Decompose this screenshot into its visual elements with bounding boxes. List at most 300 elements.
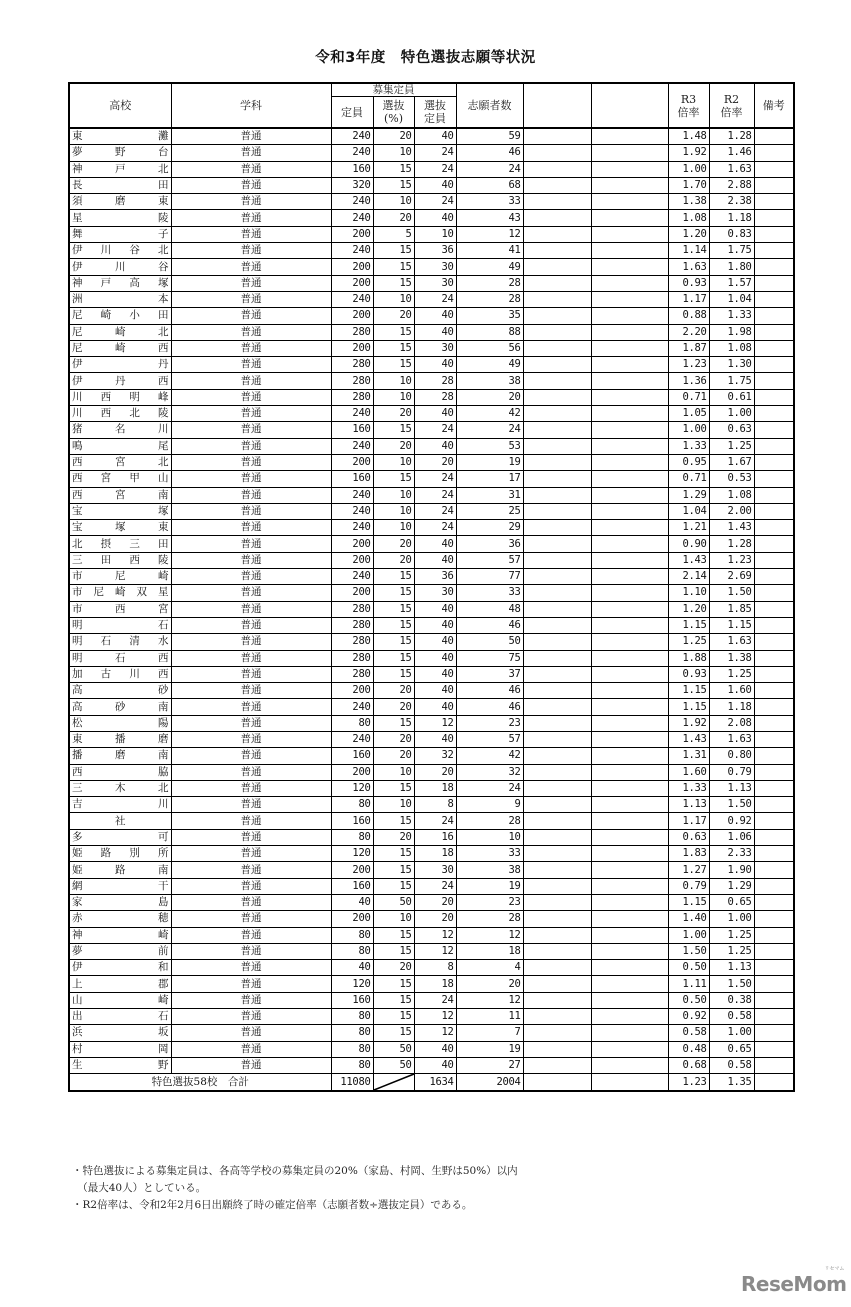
department-cell: 普通	[171, 601, 331, 617]
selection-pct-cell: 20	[373, 960, 414, 976]
school-name-cell: 神 戸 高 塚	[69, 275, 171, 291]
selection-cap-cell: 16	[414, 829, 456, 845]
header-blank-1	[523, 83, 591, 128]
r3-ratio-cell: 0.90	[668, 536, 709, 552]
selection-pct-cell: 15	[373, 243, 414, 259]
capacity-cell: 240	[331, 291, 373, 307]
remarks-cell	[754, 503, 794, 519]
selection-cap-cell: 40	[414, 128, 456, 145]
department-cell: 普通	[171, 177, 331, 193]
remarks-cell	[754, 683, 794, 699]
blank-cell-1	[523, 503, 591, 519]
r2-ratio-cell: 0.61	[709, 389, 754, 405]
applicants-cell: 68	[456, 177, 523, 193]
header-applicants: 志願者数	[456, 83, 523, 128]
r2-ratio-cell: 2.00	[709, 503, 754, 519]
r3-ratio-cell: 0.92	[668, 1009, 709, 1025]
blank-cell-1	[523, 813, 591, 829]
remarks-cell	[754, 1025, 794, 1041]
r3-ratio-cell: 1.27	[668, 862, 709, 878]
table-row	[69, 650, 794, 666]
table-row	[69, 846, 794, 862]
school-name-cell: 社	[69, 813, 171, 829]
capacity-cell: 280	[331, 373, 373, 389]
applicants-cell: 49	[456, 357, 523, 373]
remarks-cell	[754, 128, 794, 145]
r3-ratio-cell: 1.31	[668, 748, 709, 764]
applicants-cell: 31	[456, 487, 523, 503]
r3-ratio-cell: 1.15	[668, 699, 709, 715]
capacity-cell: 80	[331, 829, 373, 845]
school-name-cell: 西 宮 北	[69, 454, 171, 470]
r2-ratio-cell: 1.08	[709, 487, 754, 503]
selection-pct-cell: 15	[373, 650, 414, 666]
remarks-cell	[754, 715, 794, 731]
selection-pct-cell: 10	[373, 487, 414, 503]
applicants-cell: 46	[456, 145, 523, 161]
capacity-cell: 200	[331, 552, 373, 568]
selection-cap-cell: 24	[414, 471, 456, 487]
school-name-cell: 洲 本	[69, 291, 171, 307]
blank-cell-1	[523, 943, 591, 959]
selection-cap-cell: 40	[414, 1057, 456, 1073]
department-cell: 普通	[171, 585, 331, 601]
school-name-cell: 網 干	[69, 878, 171, 894]
capacity-cell: 240	[331, 699, 373, 715]
r2-ratio-cell: 1.90	[709, 862, 754, 878]
applicants-cell: 19	[456, 878, 523, 894]
selection-cap-cell: 40	[414, 552, 456, 568]
applicants-cell: 59	[456, 128, 523, 145]
r3-ratio-cell: 1.25	[668, 634, 709, 650]
blank-cell-2	[591, 243, 668, 259]
table-row	[69, 243, 794, 259]
r2-ratio-cell: 2.08	[709, 715, 754, 731]
school-name-cell: 宝 塚 東	[69, 520, 171, 536]
table-row	[69, 389, 794, 405]
school-name-cell: 伊 丹 西	[69, 373, 171, 389]
remarks-cell	[754, 960, 794, 976]
r2-ratio-cell: 1.28	[709, 536, 754, 552]
blank-cell-2	[591, 128, 668, 145]
table-row	[69, 1057, 794, 1073]
r2-ratio-cell: 0.92	[709, 813, 754, 829]
department-cell: 普通	[171, 487, 331, 503]
total-label: 特色選抜58校 合計	[69, 1074, 331, 1092]
blank-cell-1	[523, 976, 591, 992]
department-cell: 普通	[171, 226, 331, 242]
department-cell: 普通	[171, 194, 331, 210]
department-cell: 普通	[171, 503, 331, 519]
applicants-cell: 20	[456, 976, 523, 992]
capacity-cell: 160	[331, 878, 373, 894]
blank-cell-2	[591, 357, 668, 373]
blank-cell-2	[591, 194, 668, 210]
selection-cap-cell: 24	[414, 878, 456, 894]
selection-pct-cell: 10	[373, 373, 414, 389]
department-cell: 普通	[171, 731, 331, 747]
capacity-cell: 200	[331, 340, 373, 356]
selection-cap-cell: 8	[414, 960, 456, 976]
r2-ratio-cell: 1.50	[709, 976, 754, 992]
remarks-cell	[754, 731, 794, 747]
selection-cap-cell: 20	[414, 894, 456, 910]
table-row	[69, 666, 794, 682]
selection-cap-cell: 20	[414, 911, 456, 927]
r2-ratio-cell: 1.04	[709, 291, 754, 307]
school-name-cell: 播 磨 南	[69, 748, 171, 764]
r3-ratio-cell: 1.83	[668, 846, 709, 862]
department-cell: 普通	[171, 634, 331, 650]
school-name-cell: 須 磨 東	[69, 194, 171, 210]
selection-pct-cell: 15	[373, 862, 414, 878]
remarks-cell	[754, 748, 794, 764]
department-cell: 普通	[171, 780, 331, 796]
blank-cell-2	[591, 487, 668, 503]
capacity-cell: 240	[331, 406, 373, 422]
selection-cap-cell: 40	[414, 634, 456, 650]
blank-cell-1	[523, 275, 591, 291]
selection-cap-cell: 30	[414, 585, 456, 601]
table-body	[69, 128, 794, 1074]
department-cell: 普通	[171, 878, 331, 894]
capacity-cell: 80	[331, 927, 373, 943]
applicants-cell: 57	[456, 552, 523, 568]
remarks-cell	[754, 585, 794, 601]
header-selection-pct: 選抜 (%)	[373, 97, 414, 129]
applications-table	[68, 82, 795, 1092]
department-cell: 普通	[171, 797, 331, 813]
selection-pct-cell: 15	[373, 943, 414, 959]
remarks-cell	[754, 911, 794, 927]
capacity-cell: 80	[331, 1057, 373, 1073]
school-name-cell: 明 石 清 水	[69, 634, 171, 650]
table-row	[69, 406, 794, 422]
applicants-cell: 4	[456, 960, 523, 976]
resemom-logo: ReseMom リセマム	[741, 1266, 847, 1296]
school-name-cell: 高 砂	[69, 683, 171, 699]
total-r2: 1.35	[709, 1074, 754, 1092]
blank-cell-1	[523, 797, 591, 813]
table-row	[69, 943, 794, 959]
table-row	[69, 275, 794, 291]
capacity-cell: 280	[331, 389, 373, 405]
department-cell: 普通	[171, 291, 331, 307]
school-name-cell: 西 宮 甲 山	[69, 471, 171, 487]
department-cell: 普通	[171, 699, 331, 715]
department-cell: 普通	[171, 829, 331, 845]
table-row	[69, 357, 794, 373]
selection-pct-cell: 15	[373, 715, 414, 731]
remarks-cell	[754, 243, 794, 259]
remarks-cell	[754, 177, 794, 193]
school-name-cell: 家 島	[69, 894, 171, 910]
table-row	[69, 797, 794, 813]
applicants-cell: 46	[456, 699, 523, 715]
total-selection-cap: 1634	[414, 1074, 456, 1092]
selection-pct-cell: 15	[373, 617, 414, 633]
selection-cap-cell: 40	[414, 601, 456, 617]
remarks-cell	[754, 699, 794, 715]
blank-cell-2	[591, 601, 668, 617]
capacity-cell: 80	[331, 1009, 373, 1025]
total-capacity: 11080	[331, 1074, 373, 1092]
table-row	[69, 161, 794, 177]
department-cell: 普通	[171, 243, 331, 259]
blank-cell-2	[591, 780, 668, 796]
applicants-cell: 48	[456, 601, 523, 617]
blank-cell-1	[523, 389, 591, 405]
selection-pct-cell: 15	[373, 601, 414, 617]
table-row	[69, 634, 794, 650]
r3-ratio-cell: 1.21	[668, 520, 709, 536]
applicants-cell: 9	[456, 797, 523, 813]
selection-cap-cell: 24	[414, 422, 456, 438]
blank-cell-2	[591, 650, 668, 666]
blank-cell-2	[591, 520, 668, 536]
applicants-cell: 43	[456, 210, 523, 226]
selection-cap-cell: 36	[414, 243, 456, 259]
blank-cell-2	[591, 389, 668, 405]
r2-ratio-cell: 0.65	[709, 894, 754, 910]
table-row	[69, 1041, 794, 1057]
school-name-cell: 猪 名 川	[69, 422, 171, 438]
blank-cell-2	[591, 731, 668, 747]
blank-cell-2	[591, 291, 668, 307]
r3-ratio-cell: 1.20	[668, 226, 709, 242]
school-name-cell: 夢 前	[69, 943, 171, 959]
applicants-cell: 36	[456, 536, 523, 552]
r3-ratio-cell: 1.13	[668, 797, 709, 813]
department-cell: 普通	[171, 128, 331, 145]
department-cell: 普通	[171, 161, 331, 177]
department-cell: 普通	[171, 324, 331, 340]
applicants-cell: 42	[456, 406, 523, 422]
r2-ratio-cell: 1.08	[709, 340, 754, 356]
r3-ratio-cell: 0.79	[668, 878, 709, 894]
department-cell: 普通	[171, 1057, 331, 1073]
selection-pct-cell: 15	[373, 585, 414, 601]
blank-cell-1	[523, 666, 591, 682]
r2-ratio-cell: 1.43	[709, 520, 754, 536]
applicants-cell: 49	[456, 259, 523, 275]
r2-ratio-cell: 1.75	[709, 373, 754, 389]
selection-cap-cell: 40	[414, 438, 456, 454]
applicants-cell: 77	[456, 569, 523, 585]
blank-cell-1	[523, 992, 591, 1008]
header-school: 高校	[69, 83, 171, 128]
department-cell: 普通	[171, 927, 331, 943]
department-cell: 普通	[171, 650, 331, 666]
header-department: 学科	[171, 83, 331, 128]
r3-ratio-cell: 1.20	[668, 601, 709, 617]
r3-ratio-cell: 0.50	[668, 992, 709, 1008]
department-cell: 普通	[171, 406, 331, 422]
selection-pct-cell: 20	[373, 536, 414, 552]
selection-pct-cell: 15	[373, 666, 414, 682]
capacity-cell: 240	[331, 194, 373, 210]
blank-cell-2	[591, 943, 668, 959]
applicants-cell: 24	[456, 161, 523, 177]
remarks-cell	[754, 829, 794, 845]
selection-pct-cell: 15	[373, 324, 414, 340]
applicants-cell: 20	[456, 389, 523, 405]
remarks-cell	[754, 1009, 794, 1025]
capacity-cell: 40	[331, 960, 373, 976]
r2-ratio-cell: 1.98	[709, 324, 754, 340]
remarks-cell	[754, 389, 794, 405]
selection-cap-cell: 18	[414, 780, 456, 796]
table-row	[69, 992, 794, 1008]
r3-ratio-cell: 1.00	[668, 927, 709, 943]
applicants-cell: 57	[456, 731, 523, 747]
r3-ratio-cell: 0.88	[668, 308, 709, 324]
blank-cell-2	[591, 471, 668, 487]
capacity-cell: 200	[331, 536, 373, 552]
selection-cap-cell: 40	[414, 731, 456, 747]
r3-ratio-cell: 1.15	[668, 683, 709, 699]
r2-ratio-cell: 2.38	[709, 194, 754, 210]
remarks-cell	[754, 862, 794, 878]
school-name-cell: 伊 丹	[69, 357, 171, 373]
school-name-cell: 上 郡	[69, 976, 171, 992]
total-blank-1	[523, 1074, 591, 1092]
department-cell: 普通	[171, 552, 331, 568]
blank-cell-1	[523, 862, 591, 878]
school-name-cell: 市 尼 崎 双 星	[69, 585, 171, 601]
table-row	[69, 764, 794, 780]
selection-pct-cell: 15	[373, 259, 414, 275]
table-row	[69, 373, 794, 389]
applicants-cell: 28	[456, 275, 523, 291]
selection-cap-cell: 24	[414, 194, 456, 210]
school-name-cell: 神 戸 北	[69, 161, 171, 177]
blank-cell-2	[591, 894, 668, 910]
blank-cell-1	[523, 373, 591, 389]
r2-ratio-cell: 1.29	[709, 878, 754, 894]
selection-cap-cell: 32	[414, 748, 456, 764]
selection-cap-cell: 40	[414, 699, 456, 715]
r2-ratio-cell: 1.60	[709, 683, 754, 699]
table-header	[69, 83, 794, 128]
capacity-cell: 200	[331, 275, 373, 291]
school-name-cell: 三 田 西 陵	[69, 552, 171, 568]
remarks-cell	[754, 275, 794, 291]
total-r3: 1.23	[668, 1074, 709, 1092]
selection-pct-cell: 10	[373, 797, 414, 813]
remarks-cell	[754, 324, 794, 340]
r3-ratio-cell: 1.10	[668, 585, 709, 601]
selection-cap-cell: 30	[414, 340, 456, 356]
total-applicants: 2004	[456, 1074, 523, 1092]
table-row	[69, 503, 794, 519]
diagonal-slash-icon	[374, 1074, 414, 1090]
selection-pct-cell: 10	[373, 454, 414, 470]
footnote-1-cont: （最大40人）としている。	[72, 1182, 207, 1194]
selection-pct-cell: 10	[373, 520, 414, 536]
selection-pct-cell: 20	[373, 748, 414, 764]
table-row	[69, 617, 794, 633]
remarks-cell	[754, 601, 794, 617]
department-cell: 普通	[171, 389, 331, 405]
department-cell: 普通	[171, 683, 331, 699]
selection-pct-cell: 20	[373, 699, 414, 715]
capacity-cell: 200	[331, 764, 373, 780]
blank-cell-1	[523, 683, 591, 699]
applicants-cell: 23	[456, 894, 523, 910]
department-cell: 普通	[171, 1025, 331, 1041]
school-name-cell: 吉 川	[69, 797, 171, 813]
r3-ratio-cell: 1.36	[668, 373, 709, 389]
blank-cell-2	[591, 454, 668, 470]
blank-cell-2	[591, 308, 668, 324]
r2-ratio-cell: 1.00	[709, 406, 754, 422]
capacity-cell: 240	[331, 210, 373, 226]
capacity-cell: 240	[331, 520, 373, 536]
blank-cell-2	[591, 1041, 668, 1057]
selection-pct-cell: 15	[373, 340, 414, 356]
selection-pct-cell: 20	[373, 552, 414, 568]
blank-cell-2	[591, 764, 668, 780]
department-cell: 普通	[171, 357, 331, 373]
r3-ratio-cell: 1.48	[668, 128, 709, 145]
remarks-cell	[754, 340, 794, 356]
selection-cap-cell: 40	[414, 666, 456, 682]
r3-ratio-cell: 1.14	[668, 243, 709, 259]
header-blank-2	[591, 83, 668, 128]
selection-pct-cell: 15	[373, 422, 414, 438]
selection-pct-cell: 15	[373, 976, 414, 992]
school-name-cell: 夢 野 台	[69, 145, 171, 161]
school-name-cell: 星 陵	[69, 210, 171, 226]
selection-cap-cell: 18	[414, 846, 456, 862]
department-cell: 普通	[171, 454, 331, 470]
capacity-cell: 160	[331, 748, 373, 764]
capacity-cell: 280	[331, 666, 373, 682]
remarks-cell	[754, 226, 794, 242]
capacity-cell: 80	[331, 943, 373, 959]
total-blank-2	[591, 1074, 668, 1092]
applicants-cell: 12	[456, 927, 523, 943]
r3-ratio-cell: 1.33	[668, 780, 709, 796]
capacity-cell: 160	[331, 992, 373, 1008]
department-cell: 普通	[171, 992, 331, 1008]
applicants-cell: 19	[456, 454, 523, 470]
blank-cell-1	[523, 1041, 591, 1057]
blank-cell-1	[523, 650, 591, 666]
table-row	[69, 748, 794, 764]
r2-ratio-cell: 1.00	[709, 1025, 754, 1041]
selection-cap-cell: 20	[414, 454, 456, 470]
capacity-cell: 200	[331, 259, 373, 275]
blank-cell-2	[591, 927, 668, 943]
capacity-cell: 240	[331, 503, 373, 519]
table-row	[69, 291, 794, 307]
table-row	[69, 454, 794, 470]
department-cell: 普通	[171, 862, 331, 878]
blank-cell-2	[591, 585, 668, 601]
blank-cell-1	[523, 438, 591, 454]
table-row	[69, 927, 794, 943]
table-row	[69, 536, 794, 552]
table-row	[69, 683, 794, 699]
blank-cell-1	[523, 210, 591, 226]
blank-cell-1	[523, 569, 591, 585]
department-cell: 普通	[171, 1041, 331, 1057]
remarks-cell	[754, 650, 794, 666]
r3-ratio-cell: 1.33	[668, 438, 709, 454]
selection-pct-cell: 15	[373, 813, 414, 829]
